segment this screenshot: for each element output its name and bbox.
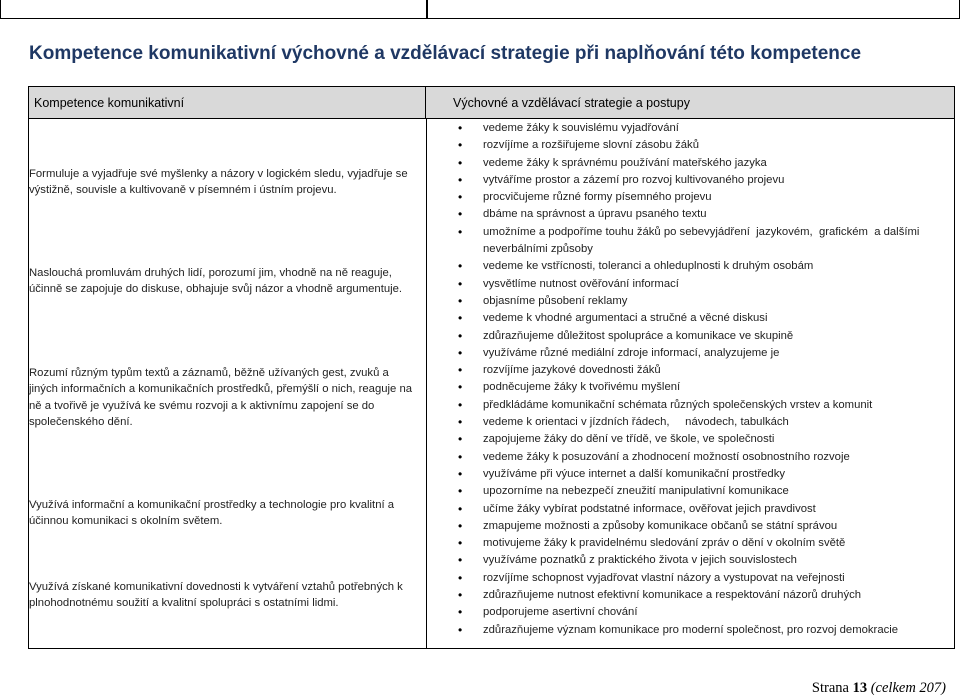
competence-paragraph: Využívá získané komunikativní dovednosti k vytváření vztahů potřebných k plnohodnotnému soužití a kvalitní spolupráci s ostatními lidmi. bbox=[29, 581, 403, 610]
strategy-item: • zdůrazňujeme nutnost efektivní komunikace a respektování názorů druhých bbox=[427, 587, 952, 604]
right-column-header: Výchovné a vzdělávací strategie a postupy bbox=[426, 87, 954, 119]
strategy-item: • předkládáme komunikační schémata různých společenských vrstev a komunit bbox=[427, 397, 952, 414]
strategy-item: • rozvíjíme schopnost vyjadřovat vlastní názory a vystupovat na veřejnosti bbox=[427, 570, 952, 587]
strategy-item: • podporujeme asertivní chování bbox=[427, 604, 952, 621]
strategy-item: • zapojujeme žáky do dění ve třídě, ve škole, ve společnosti bbox=[427, 431, 952, 448]
strategy-item: • procvičujeme různé formy písemného projevu bbox=[427, 189, 952, 206]
page-total: (celkem 207) bbox=[870, 680, 946, 696]
strategy-item: • vedeme žáky k souvislému vyjadřování bbox=[427, 120, 952, 137]
page-footer bbox=[812, 680, 946, 697]
strategy-item: • vysvětlíme nutnost ověřování informací bbox=[427, 276, 952, 293]
strategy-item: • rozvíjíme jazykové dovednosti žáků bbox=[427, 362, 952, 379]
top-border-cell-right bbox=[426, 0, 960, 19]
page-title: Kompetence komunikativní výchovné a vzdělávací strategie při naplňování této kompetence bbox=[29, 43, 862, 64]
competence-table bbox=[28, 86, 955, 649]
top-border-cell-left bbox=[0, 0, 428, 19]
strategy-item: • upozorníme na nebezpečí zneužití manipulativní komunikace bbox=[427, 483, 952, 500]
strategy-item: • podněcujeme žáky k tvořivému myšlení bbox=[427, 379, 952, 396]
competence-paragraph: Využívá informační a komunikační prostředky a technologie pro kvalitní a účinnou komunikaci s okolním světem. bbox=[29, 499, 395, 528]
strategy-item: • učíme žáky vybírat podstatné informace, ověřovat jejich pravdivost bbox=[427, 501, 952, 518]
strategy-item: • zmapujeme možnosti a způsoby komunikace občanů se státní správou bbox=[427, 518, 952, 535]
strategy-item: • zdůrazňujeme význam komunikace pro moderní společnost, pro rozvoj demokracie bbox=[427, 622, 952, 639]
page-number: 13 bbox=[852, 680, 868, 696]
footer-label: Strana bbox=[811, 680, 849, 696]
strategy-item: • vedeme žáky k správnému používání mateřského jazyka bbox=[427, 155, 952, 172]
competence-paragraph: Formuluje a vyjadřuje své myšlenky a názory v logickém sledu, vyjadřuje se výstižně, souvisle a kultivovaně v písemném i ústním projevu. bbox=[29, 168, 408, 197]
left-column-header: Kompetence komunikativní bbox=[29, 87, 426, 119]
competence-paragraph: Rozumí různým typům textů a záznamů, běžně užívaných gest, zvuků a jiných informačních a komunikačních prostředků, přemýšlí o nich, reaguje na ně a tvořivě je využívá ke svému rozvoji a k aktivnímu zapojení se do společenského dění. bbox=[29, 367, 413, 428]
competence-descriptions bbox=[29, 119, 425, 648]
strategy-item: • zdůrazňujeme důležitost spolupráce a komunikace ve skupině bbox=[427, 328, 952, 345]
strategy-item: • umožníme a podpoříme touhu žáků po sebevyjádření jazykovém, grafickém a dalšími neverbálními způsoby bbox=[427, 224, 952, 259]
strategy-item: • rozvíjíme a rozšiřujeme slovní zásobu žáků bbox=[427, 137, 952, 154]
strategy-item: • vedeme ke vstřícnosti, toleranci a ohleduplnosti k druhým osobám bbox=[427, 258, 952, 275]
strategy-item: • vedeme žáky k posuzování a zhodnocení možností osobnostního rozvoje bbox=[427, 449, 952, 466]
strategy-list bbox=[427, 120, 952, 639]
competence-paragraph: Naslouchá promluvám druhých lidí, porozumí jim, vhodně na ně reaguje, účinně se zapojuje do diskuse, obhajuje svůj názor a vhodně argumentuje. bbox=[29, 267, 403, 296]
top-table-border bbox=[0, 0, 960, 20]
strategy-item: • objasníme působení reklamy bbox=[427, 293, 952, 310]
strategy-item: • využíváme poznatků z praktického života v jejich souvislostech bbox=[427, 552, 952, 569]
strategy-item: • vedeme k orientaci v jízdních řádech, návodech, tabulkách bbox=[427, 414, 952, 431]
strategy-item: • vytváříme prostor a zázemí pro rozvoj kultivovaného projevu bbox=[427, 172, 952, 189]
strategy-item: • využíváme při výuce internet a další komunikační prostředky bbox=[427, 466, 952, 483]
strategy-item: • využíváme různé mediální zdroje informací, analyzujeme je bbox=[427, 345, 952, 362]
strategy-item: • vedeme k vhodné argumentaci a stručné a věcné diskusi bbox=[427, 310, 952, 327]
strategy-item: • motivujeme žáky k pravidelnému sledování zpráv o dění v okolním světě bbox=[427, 535, 952, 552]
strategy-item: • dbáme na správnost a úpravu psaného textu bbox=[427, 206, 952, 223]
